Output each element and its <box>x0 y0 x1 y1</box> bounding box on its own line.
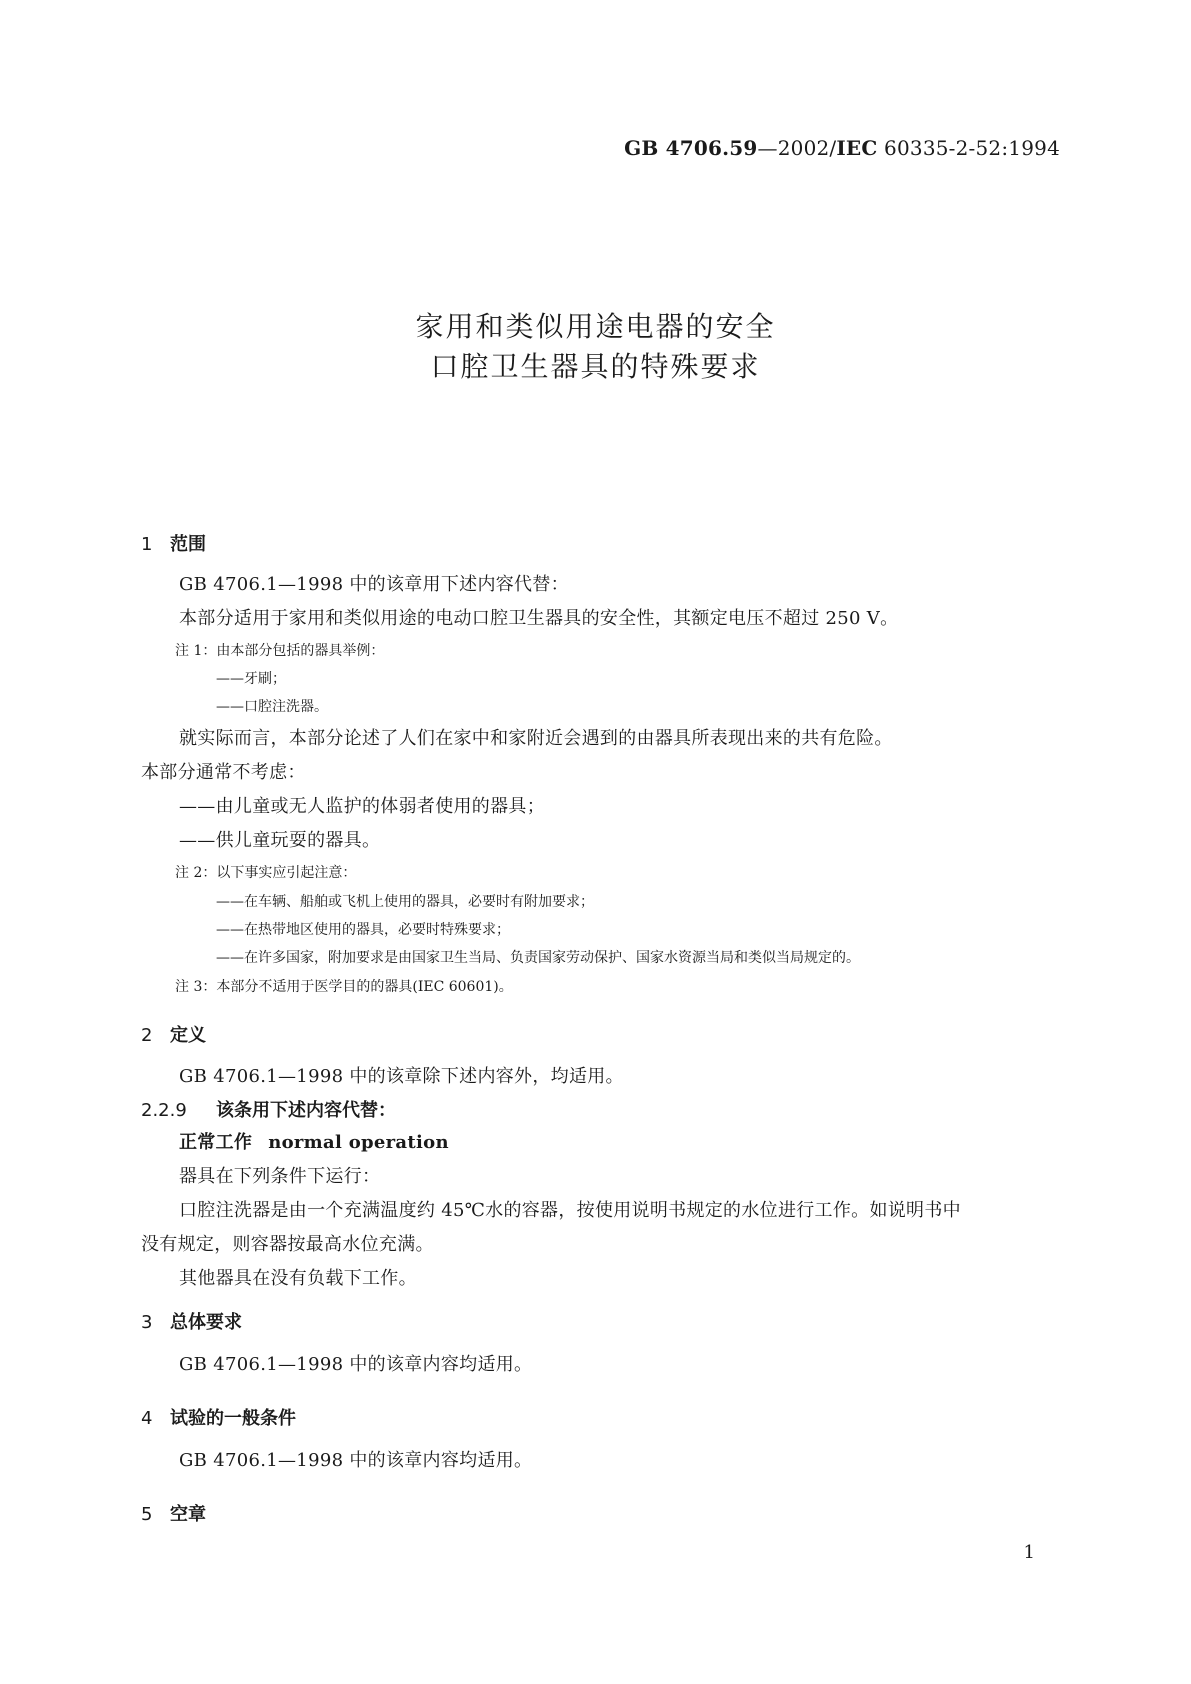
header-code-iec-number: 60335-2-52:1994 <box>877 136 1060 160</box>
paragraph: 口腔注洗器是由一个充满温度约 45℃水的容器，按使用说明书规定的水位进行工作。如说明书中 <box>179 1200 961 1221</box>
section-number: 2 <box>141 1025 153 1046</box>
title-line-1: 家用和类似用途电器的安全 <box>415 310 776 343</box>
section-5-heading <box>141 1500 206 1526</box>
section-number: 1 <box>141 534 153 555</box>
section-number: 3 <box>141 1312 153 1333</box>
title-line-2: 口腔卫生器具的特殊要求 <box>430 350 761 383</box>
header-code-gb: GB 4706.59 <box>624 136 758 160</box>
term-definition <box>179 1128 449 1154</box>
section-1-heading <box>141 530 206 556</box>
header-code-iec: IEC <box>836 136 878 160</box>
clause-number: 2.2.9 <box>141 1100 187 1121</box>
section-title: 试验的一般条件 <box>170 1408 296 1429</box>
section-number: 5 <box>141 1504 153 1525</box>
note-item: ——在车辆、船舶或飞机上使用的器具，必要时有附加要求； <box>216 894 594 910</box>
list-item: ——由儿童或无人监护的体弱者使用的器具； <box>179 796 545 817</box>
paragraph: 其他器具在没有负载下工作。 <box>179 1268 417 1289</box>
standard-code-header <box>624 136 1060 160</box>
term-chinese: 正常工作 <box>179 1132 253 1153</box>
section-title: 范围 <box>170 534 206 555</box>
term-english: normal operation <box>268 1132 449 1153</box>
note-title: 注 2：以下事实应引起注意： <box>175 865 357 881</box>
paragraph: 本部分适用于家用和类似用途的电动口腔卫生器具的安全性，其额定电压不超过 250 V。 <box>179 608 899 629</box>
note-item: ——在许多国家，附加要求是由国家卫生当局、负责国家劳动保护、国家水资源当局和类似当局规定的。 <box>216 950 860 966</box>
paragraph: 本部分通常不考虑： <box>141 762 306 783</box>
section-2-heading <box>141 1021 206 1047</box>
section-title: 定义 <box>170 1025 206 1046</box>
section-3-heading <box>141 1308 242 1334</box>
clause-heading <box>141 1096 396 1122</box>
paragraph: 就实际而言，本部分论述了人们在家中和家附近会遇到的由器具所表现出来的共有危险。 <box>179 728 893 749</box>
paragraph: GB 4706.1—1998 中的该章除下述内容外，均适用。 <box>179 1066 624 1087</box>
paragraph: GB 4706.1—1998 中的该章内容均适用。 <box>179 1354 533 1375</box>
note-item: ——在热带地区使用的器具，必要时特殊要求； <box>216 922 510 938</box>
section-4-heading <box>141 1404 296 1430</box>
paragraph: 没有规定，则容器按最高水位充满。 <box>141 1234 434 1255</box>
note-item: ——口腔注洗器。 <box>216 699 328 715</box>
note-item: ——牙刷； <box>216 671 286 687</box>
paragraph: GB 4706.1—1998 中的该章内容均适用。 <box>179 1450 533 1471</box>
clause-title: 该条用下述内容代替： <box>216 1100 396 1121</box>
note-title: 注 3：本部分不适用于医学目的的器具(IEC 60601)。 <box>175 979 513 995</box>
page-number: 1 <box>1023 1542 1035 1563</box>
section-number: 4 <box>141 1408 153 1429</box>
list-item: ——供儿童玩耍的器具。 <box>179 830 381 851</box>
paragraph: GB 4706.1—1998 中的该章用下述内容代替： <box>179 574 569 595</box>
paragraph: 器具在下列条件下运行： <box>179 1166 381 1187</box>
section-title: 空章 <box>170 1504 206 1525</box>
section-title: 总体要求 <box>170 1312 242 1333</box>
header-code-year: —2002/ <box>757 136 837 160</box>
note-title: 注 1：由本部分包括的器具举例： <box>175 643 385 659</box>
